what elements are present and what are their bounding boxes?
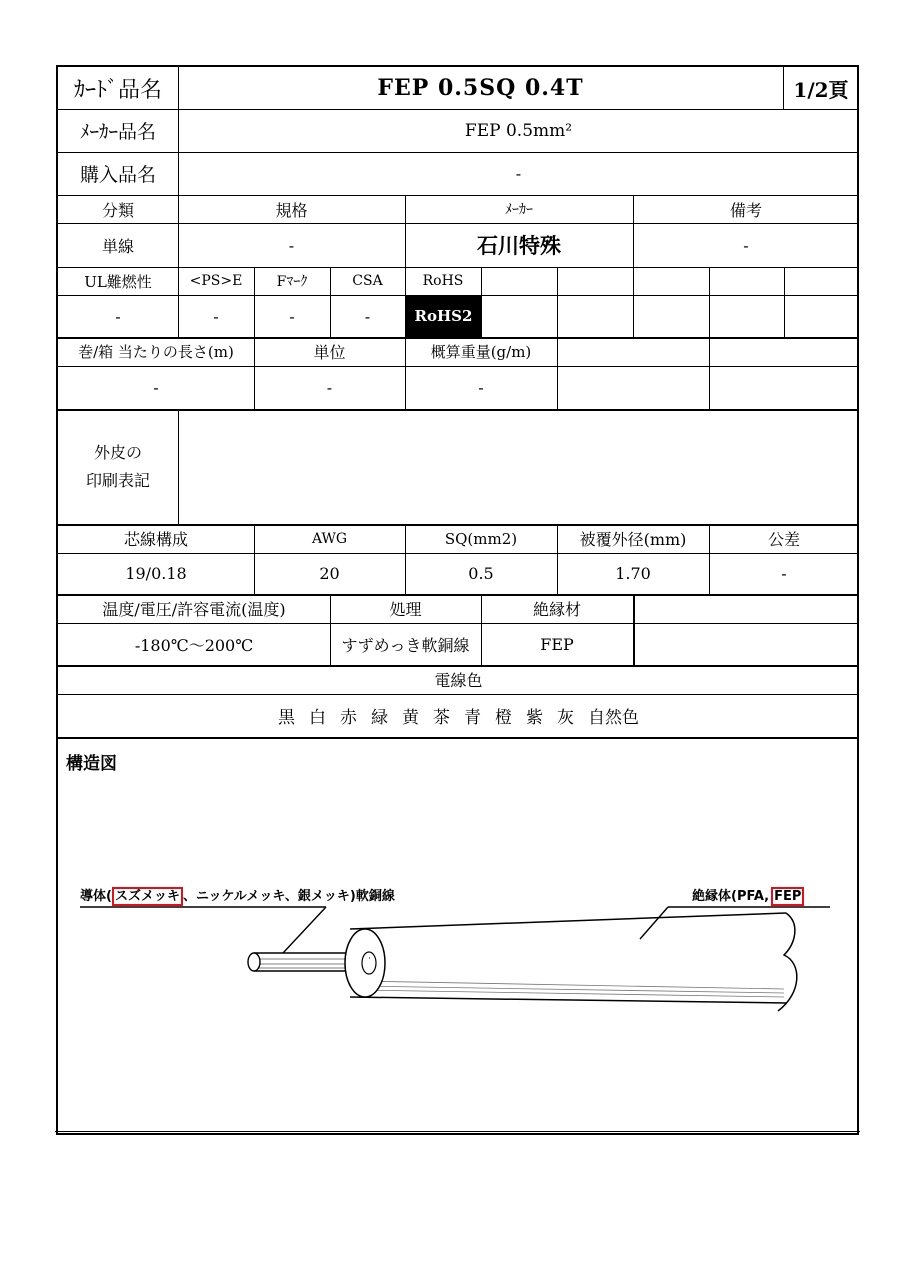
- pse-value: -: [213, 306, 219, 326]
- card-name-value: FEP 0.5SQ 0.4T: [377, 75, 584, 101]
- wire-color-item: 黄: [402, 708, 419, 728]
- weight-value: -: [478, 378, 484, 397]
- temp-range-value: -180℃～200℃: [134, 635, 254, 655]
- conductor-pointer-line: [283, 907, 326, 953]
- treatment-header: 処理: [389, 600, 422, 619]
- remarks-header: 備考: [729, 200, 762, 220]
- sq-header: SQ(mm2): [444, 529, 518, 548]
- outer-diameter-value: 1.70: [615, 564, 651, 583]
- insulation-header: 絶縁材: [532, 600, 581, 619]
- temp-voltage-header: 温度/電圧/許容電流(温度): [102, 600, 286, 619]
- insulator-label: [692, 885, 804, 904]
- wire-color-item: 自然色: [588, 708, 639, 728]
- grid-line: [633, 267, 634, 337]
- structure-title: 構造図: [66, 754, 117, 774]
- grid-line: [58, 737, 859, 739]
- length-per-reel-header: 巻/箱 当たりの長さ(m): [78, 343, 234, 361]
- print-marking-value: [178, 409, 859, 524]
- grid-line: [709, 267, 710, 337]
- grid-line: [481, 267, 482, 337]
- page-number: 1/2頁: [793, 77, 849, 102]
- wire-color-item: 紫: [526, 708, 543, 728]
- awg-header: AWG: [311, 530, 348, 547]
- wire-color-list: [58, 694, 859, 737]
- csa-value: -: [364, 306, 371, 326]
- unit-value: -: [326, 378, 333, 397]
- wire-color-item: 黒: [278, 708, 295, 728]
- conductor-label-prefix: 導体(: [80, 889, 112, 904]
- grid-line: [709, 337, 710, 409]
- tolerance-value: -: [781, 564, 787, 583]
- grid-line: [557, 337, 558, 409]
- strand-value: 19/0.18: [125, 564, 187, 583]
- awg-value: 20: [319, 564, 340, 583]
- maker-name-value: FEP 0.5mm²: [464, 120, 573, 141]
- ul-flame-header: UL難燃性: [84, 272, 152, 291]
- print-marking-label: [58, 409, 178, 524]
- standard-value: -: [288, 235, 295, 255]
- rohs-badge: RoHS2: [406, 295, 481, 337]
- sq-value: 0.5: [468, 564, 494, 583]
- length-per-reel-value: -: [153, 378, 159, 397]
- card-name-label: ｶｰﾄﾞ品名: [73, 77, 162, 103]
- wire-color-item: 緑: [371, 708, 388, 728]
- conductor-label: [80, 885, 395, 904]
- maker-header: ﾒｰｶｰ: [505, 202, 533, 218]
- classification-value: 単線: [101, 236, 134, 256]
- treatment-value: すずめっき軟銅線: [341, 635, 470, 655]
- strand-header: 芯線構成: [123, 530, 188, 549]
- standard-header: 規格: [275, 200, 308, 220]
- csa-header: CSA: [352, 273, 383, 289]
- insulator-label-prefix: 絶縁体(PFA,: [692, 889, 770, 904]
- pse-header: <PS>E: [189, 273, 243, 289]
- classification-header: 分類: [101, 200, 134, 220]
- wire-color-item: 青: [464, 708, 481, 728]
- maker-value: 石川特殊: [477, 234, 561, 258]
- wire-color-header: 電線色: [434, 671, 483, 690]
- wire-color-item: 灰: [557, 708, 574, 728]
- purchase-name-label: 購入品名: [79, 164, 156, 186]
- grid-line: [633, 594, 635, 665]
- spec-sheet: [56, 65, 859, 1135]
- purchase-name-value: -: [515, 164, 522, 183]
- insulation-jacket: [345, 913, 797, 1011]
- insulator-pointer-line: [640, 907, 668, 939]
- f-mark-value: -: [289, 306, 295, 326]
- wire-color-item: 白: [309, 708, 326, 728]
- insulator-highlight-box: FEP: [771, 887, 804, 906]
- wire-color-item: 赤: [340, 708, 357, 728]
- insulation-value: FEP: [540, 634, 574, 654]
- weight-header: 概算重量(g/m): [430, 343, 532, 361]
- outer-diameter-header: 被覆外径(mm): [579, 530, 687, 549]
- unit-header: 単位: [313, 343, 346, 362]
- wire-color-item: 茶: [433, 708, 450, 728]
- tolerance-header: 公差: [767, 530, 800, 549]
- grid-line: [557, 267, 558, 337]
- grid-line: [784, 267, 785, 337]
- ul-flame-value: -: [115, 306, 121, 326]
- remarks-value: -: [743, 235, 749, 255]
- cable-structure-diagram: [58, 767, 859, 1107]
- print-marking-label-line2: 印刷表記: [85, 470, 150, 490]
- maker-name-label: ﾒｰｶｰ品名: [79, 121, 156, 143]
- sheet-bottom-rule: [55, 1131, 860, 1132]
- conductor-label-suffix: 、ニッケルメッキ、銀メッキ)軟銅線: [182, 889, 395, 904]
- conductor-highlight-box: スズメッキ: [112, 887, 183, 906]
- wire-color-item: 橙: [495, 708, 512, 728]
- print-marking-label-line1: 外皮の: [93, 442, 142, 462]
- rohs-header: RoHS: [422, 273, 464, 289]
- f-mark-header: Fﾏｰｸ: [276, 274, 308, 290]
